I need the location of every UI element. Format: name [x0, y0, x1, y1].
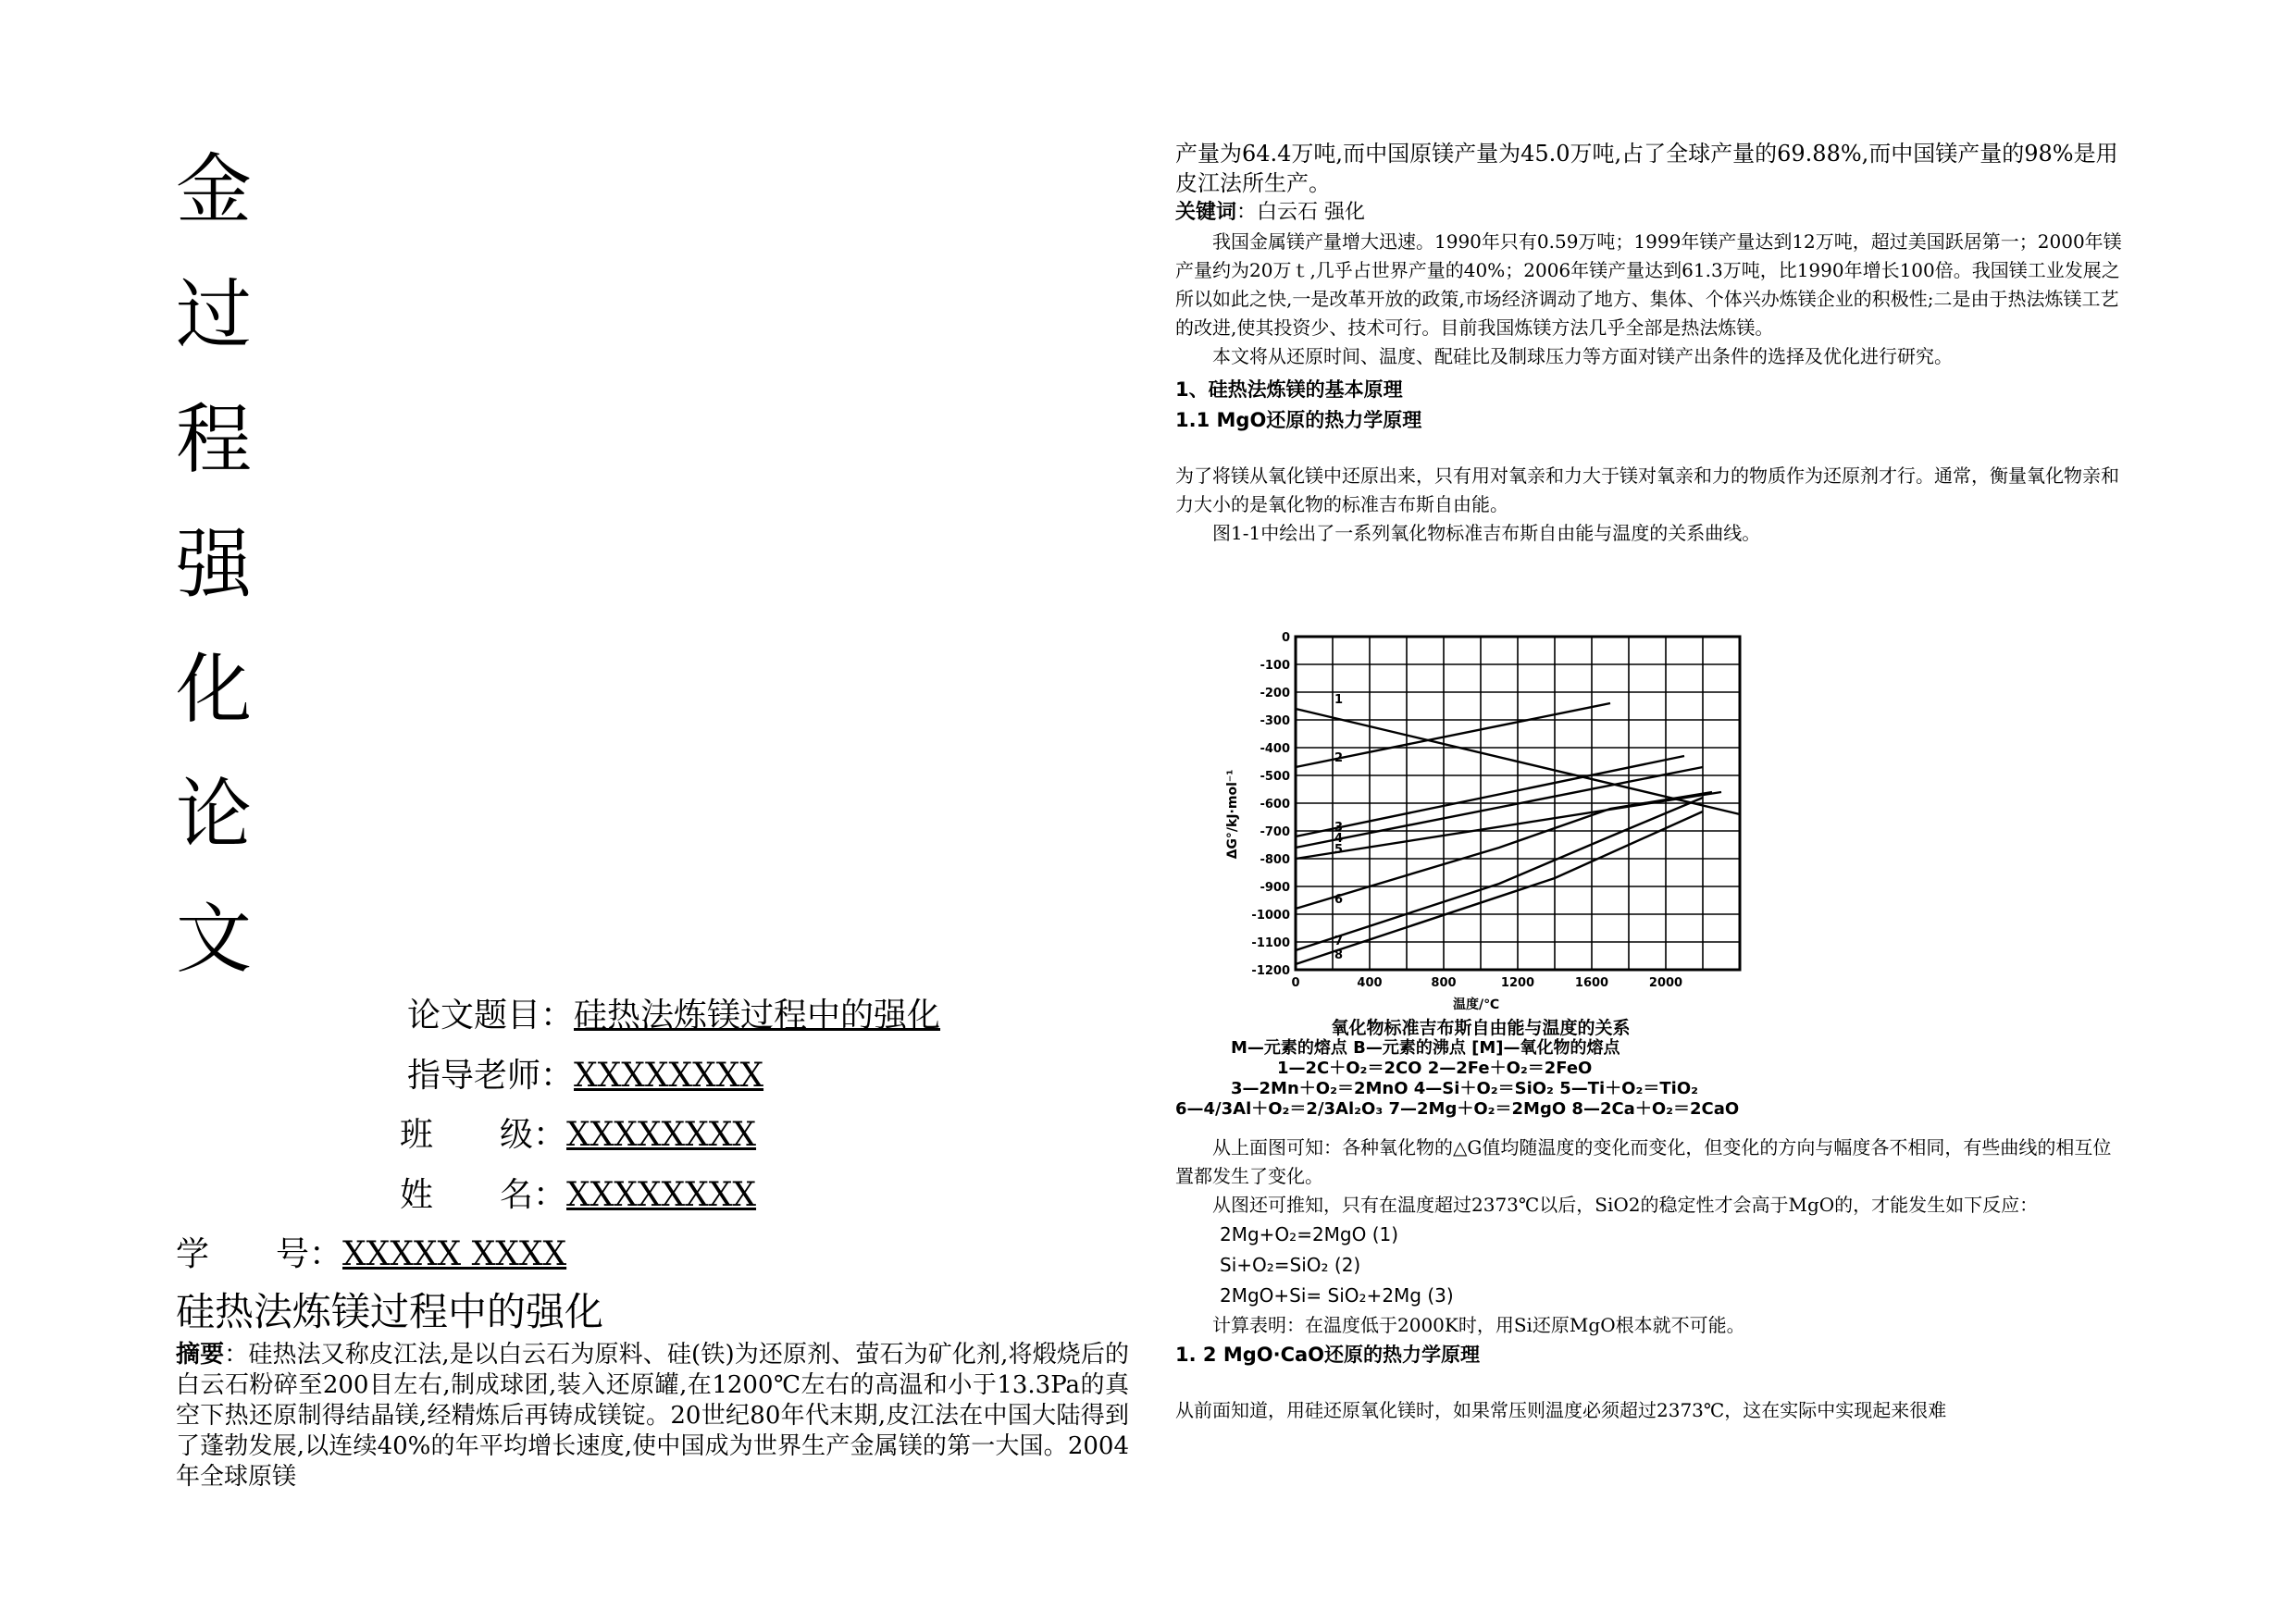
chart-caption [1175, 1018, 1786, 1120]
y-tick-label: 0 [1281, 631, 1290, 645]
paper-title: 硅热法炼镁过程中的强化 [176, 1289, 604, 1334]
series-line-6 [1296, 792, 1712, 909]
section-1-2-heading: 1. 2 MgO·CaO还原的热力学原理 [1175, 1344, 1481, 1366]
title-char: 论 [176, 771, 253, 859]
y-tick-label: -700 [1260, 825, 1290, 839]
y-tick-label: -500 [1260, 770, 1290, 784]
name-line [400, 1177, 756, 1214]
title-char: 过 [176, 271, 253, 359]
y-tick-label: -400 [1260, 742, 1290, 756]
y-tick-label: -1200 [1251, 964, 1290, 978]
advisor-line [407, 1058, 763, 1095]
x-tick-label: 0 [1291, 976, 1300, 990]
keywords-text: ：白云石 强化 [1236, 201, 1366, 224]
chart-x-label: 温度/℃ [1452, 997, 1500, 1012]
series-label-7: 7 [1334, 935, 1344, 948]
intro-paragraph-2: 本文将从还原时间、温度、配硅比及制球压力等方面对镁产出条件的选择及优化进行研究。 [1212, 345, 1953, 367]
class-label: 班 级： [400, 1116, 567, 1154]
y-tick-label: -900 [1260, 881, 1290, 895]
reduction-paragraph: 为了将镁从氧化镁中还原出来，只有用对氧亲和力大于镁对氧亲和力的物质作为还原剂才行。通常，衡量氧化物亲和力大小的是氧化物的标准吉布斯自由能。 [1175, 465, 2119, 515]
name-label: 姓 名： [400, 1176, 567, 1214]
series-label-2: 2 [1334, 751, 1344, 765]
chart-legend-line-4: 6—4/3Al＋O₂＝2/3Al₂O₃ 7—2Mg＋O₂＝2MgO 8—2Ca＋O₂＝2CaO [1175, 1099, 1740, 1119]
title-char: 化 [176, 646, 253, 734]
equation-2: Si+O₂=SiO₂ (2) [1220, 1254, 1361, 1276]
class-value: XXXXXXXX [566, 1116, 757, 1154]
title-char: 文 [176, 896, 253, 984]
series-label-3: 3 [1334, 821, 1344, 835]
keywords-label: 关键词 [1175, 201, 1237, 224]
series-label-5: 5 [1334, 843, 1344, 857]
last-paragraph: 从前面知道，用硅还原氧化镁时，如果常压则温度必须超过2373℃，这在实际中实现起来很难 [1175, 1399, 1947, 1421]
chart-legend-line-3: 3—2Mn＋O₂＝2MnO 4—Si＋O₂＝SiO₂ 5—Ti＋O₂＝TiO₂ [1231, 1079, 1699, 1098]
id-line [176, 1236, 566, 1273]
series-line-4 [1296, 767, 1703, 848]
section-1-heading: 1、硅热法炼镁的基本原理 [1175, 378, 1403, 401]
equation-3: 2MgO+Si= SiO₂+2Mg (3) [1220, 1284, 1454, 1307]
after-chart-paragraph-1: 从上面图可知：各种氧化物的△G值均随温度的变化而变化，但变化的方向与幅度各不相同，有些曲线的相互位置都发生了变化。 [1175, 1136, 2112, 1187]
abstract-text: ：硅热法又称皮江法,是以白云石为原料、硅(铁)为还原剂、萤石为矿化剂,将煅烧后的白云石粉碎至200目左右,制成球团,装入还原罐,在1200℃左右的高温和小于13.3Pa的真空下热还原制得结晶镁,经精炼后再铸成镁锭。20世纪80年代末期,皮江法在中国大陆得到了蓬勃发展,以连续40%的年平均增长速度,使中国成为世界生产金属镁的第一大国。2004年全球原镁 [176, 1341, 1129, 1491]
gibbs-energy-chart [1175, 629, 1777, 1018]
x-tick-label: 1200 [1500, 976, 1535, 990]
after-chart-paragraph-2: 从图还可推知，只有在温度超过2373℃以后，SiO2的稳定性才会高于MgO的，才能发生如下反应： [1212, 1194, 2039, 1216]
right-top-text [1175, 139, 2128, 548]
right-bottom-text [1175, 1134, 2128, 1425]
x-tick-label: 2000 [1648, 976, 1683, 990]
name-value: XXXXXXXX [566, 1176, 757, 1214]
series-label-8: 8 [1334, 948, 1344, 962]
title-char: 程 [176, 396, 253, 484]
x-tick-label: 400 [1357, 976, 1383, 990]
vertical-title [176, 146, 259, 1027]
abstract-continued: 产量为64.4万吨,而中国原镁产量为45.0万吨,占了全球产量的69.88%,而中国镁产量的98%是用皮江法所生产。 [1175, 141, 2118, 196]
advisor-label: 指导老师： [407, 1057, 575, 1095]
chart-legend-line-2: 1—2C＋O₂＝2CO 2—2Fe＋O₂＝2FeO [1277, 1059, 1593, 1078]
topic-line [407, 997, 940, 1035]
series-label-4: 4 [1334, 832, 1344, 846]
calculation-paragraph: 计算表明：在温度低于2000K时，用Si还原MgO根本就不可能。 [1212, 1314, 1745, 1336]
y-tick-label: -800 [1260, 853, 1290, 867]
y-tick-label: -600 [1260, 798, 1290, 812]
keywords-line [1175, 198, 2128, 228]
y-tick-label: -1100 [1251, 936, 1290, 950]
chart-y-ticks [1251, 631, 1290, 978]
topic-value: 硅热法炼镁过程中的强化 [574, 997, 941, 1035]
class-line [400, 1117, 756, 1154]
y-tick-label: -1000 [1251, 909, 1290, 923]
intro-paragraph-1: 我国金属镁产量增大迅速。1990年只有0.59万吨；1999年镁产量达到12万吨，超过美国跃居第一；2000年镁产量约为20万ｔ,几乎占世界产量的40%；2006年镁产量达到61.3万吨，比1990年增长100倍。我国镁工业发展之所以如此之快,一是改革开放的政策,市场经济调动了地方、集体、个体兴办炼镁企业的积极性;二是由于热法炼镁工艺的改进,使其投资少、技术可行。目前我国炼镁方法几乎全部是热法炼镁。 [1175, 230, 2122, 339]
id-label: 学 号： [176, 1235, 343, 1273]
abstract [176, 1340, 1129, 1493]
title-char: 强 [176, 521, 253, 609]
title-char: 金 [176, 146, 253, 234]
abstract-label: 摘要 [176, 1341, 225, 1369]
id-value: XXXXX XXXX [342, 1235, 567, 1273]
y-tick-label: -100 [1260, 659, 1290, 673]
series-label-1: 1 [1334, 693, 1344, 707]
section-1-1-heading: 1.1 MgO还原的热力学原理 [1175, 409, 1422, 431]
chart-title: 氧化物标准吉布斯自由能与温度的关系 [1331, 1018, 1631, 1038]
chart-x-ticks [1291, 976, 1682, 990]
x-tick-label: 1600 [1574, 976, 1609, 990]
series-line-3 [1296, 756, 1684, 836]
advisor-value: XXXXXXXX [574, 1057, 764, 1095]
series-line-7 [1296, 798, 1703, 950]
chart-legend-line-1: M—元素的熔点 B—元素的沸点 [M]—氧化物的熔点 [1231, 1038, 1620, 1058]
topic-label: 论文题目： [407, 997, 575, 1035]
figure-intro-paragraph: 图1-1中绘出了一系列氧化物标准吉布斯自由能与温度的关系曲线。 [1212, 522, 1761, 544]
chart-y-label: ΔG°/kJ·mol⁻¹ [1225, 769, 1240, 860]
equation-1: 2Mg+O₂=2MgO (1) [1220, 1223, 1399, 1245]
y-tick-label: -200 [1260, 687, 1290, 700]
series-label-6: 6 [1334, 893, 1344, 907]
y-tick-label: -300 [1260, 714, 1290, 728]
x-tick-label: 800 [1431, 976, 1457, 990]
